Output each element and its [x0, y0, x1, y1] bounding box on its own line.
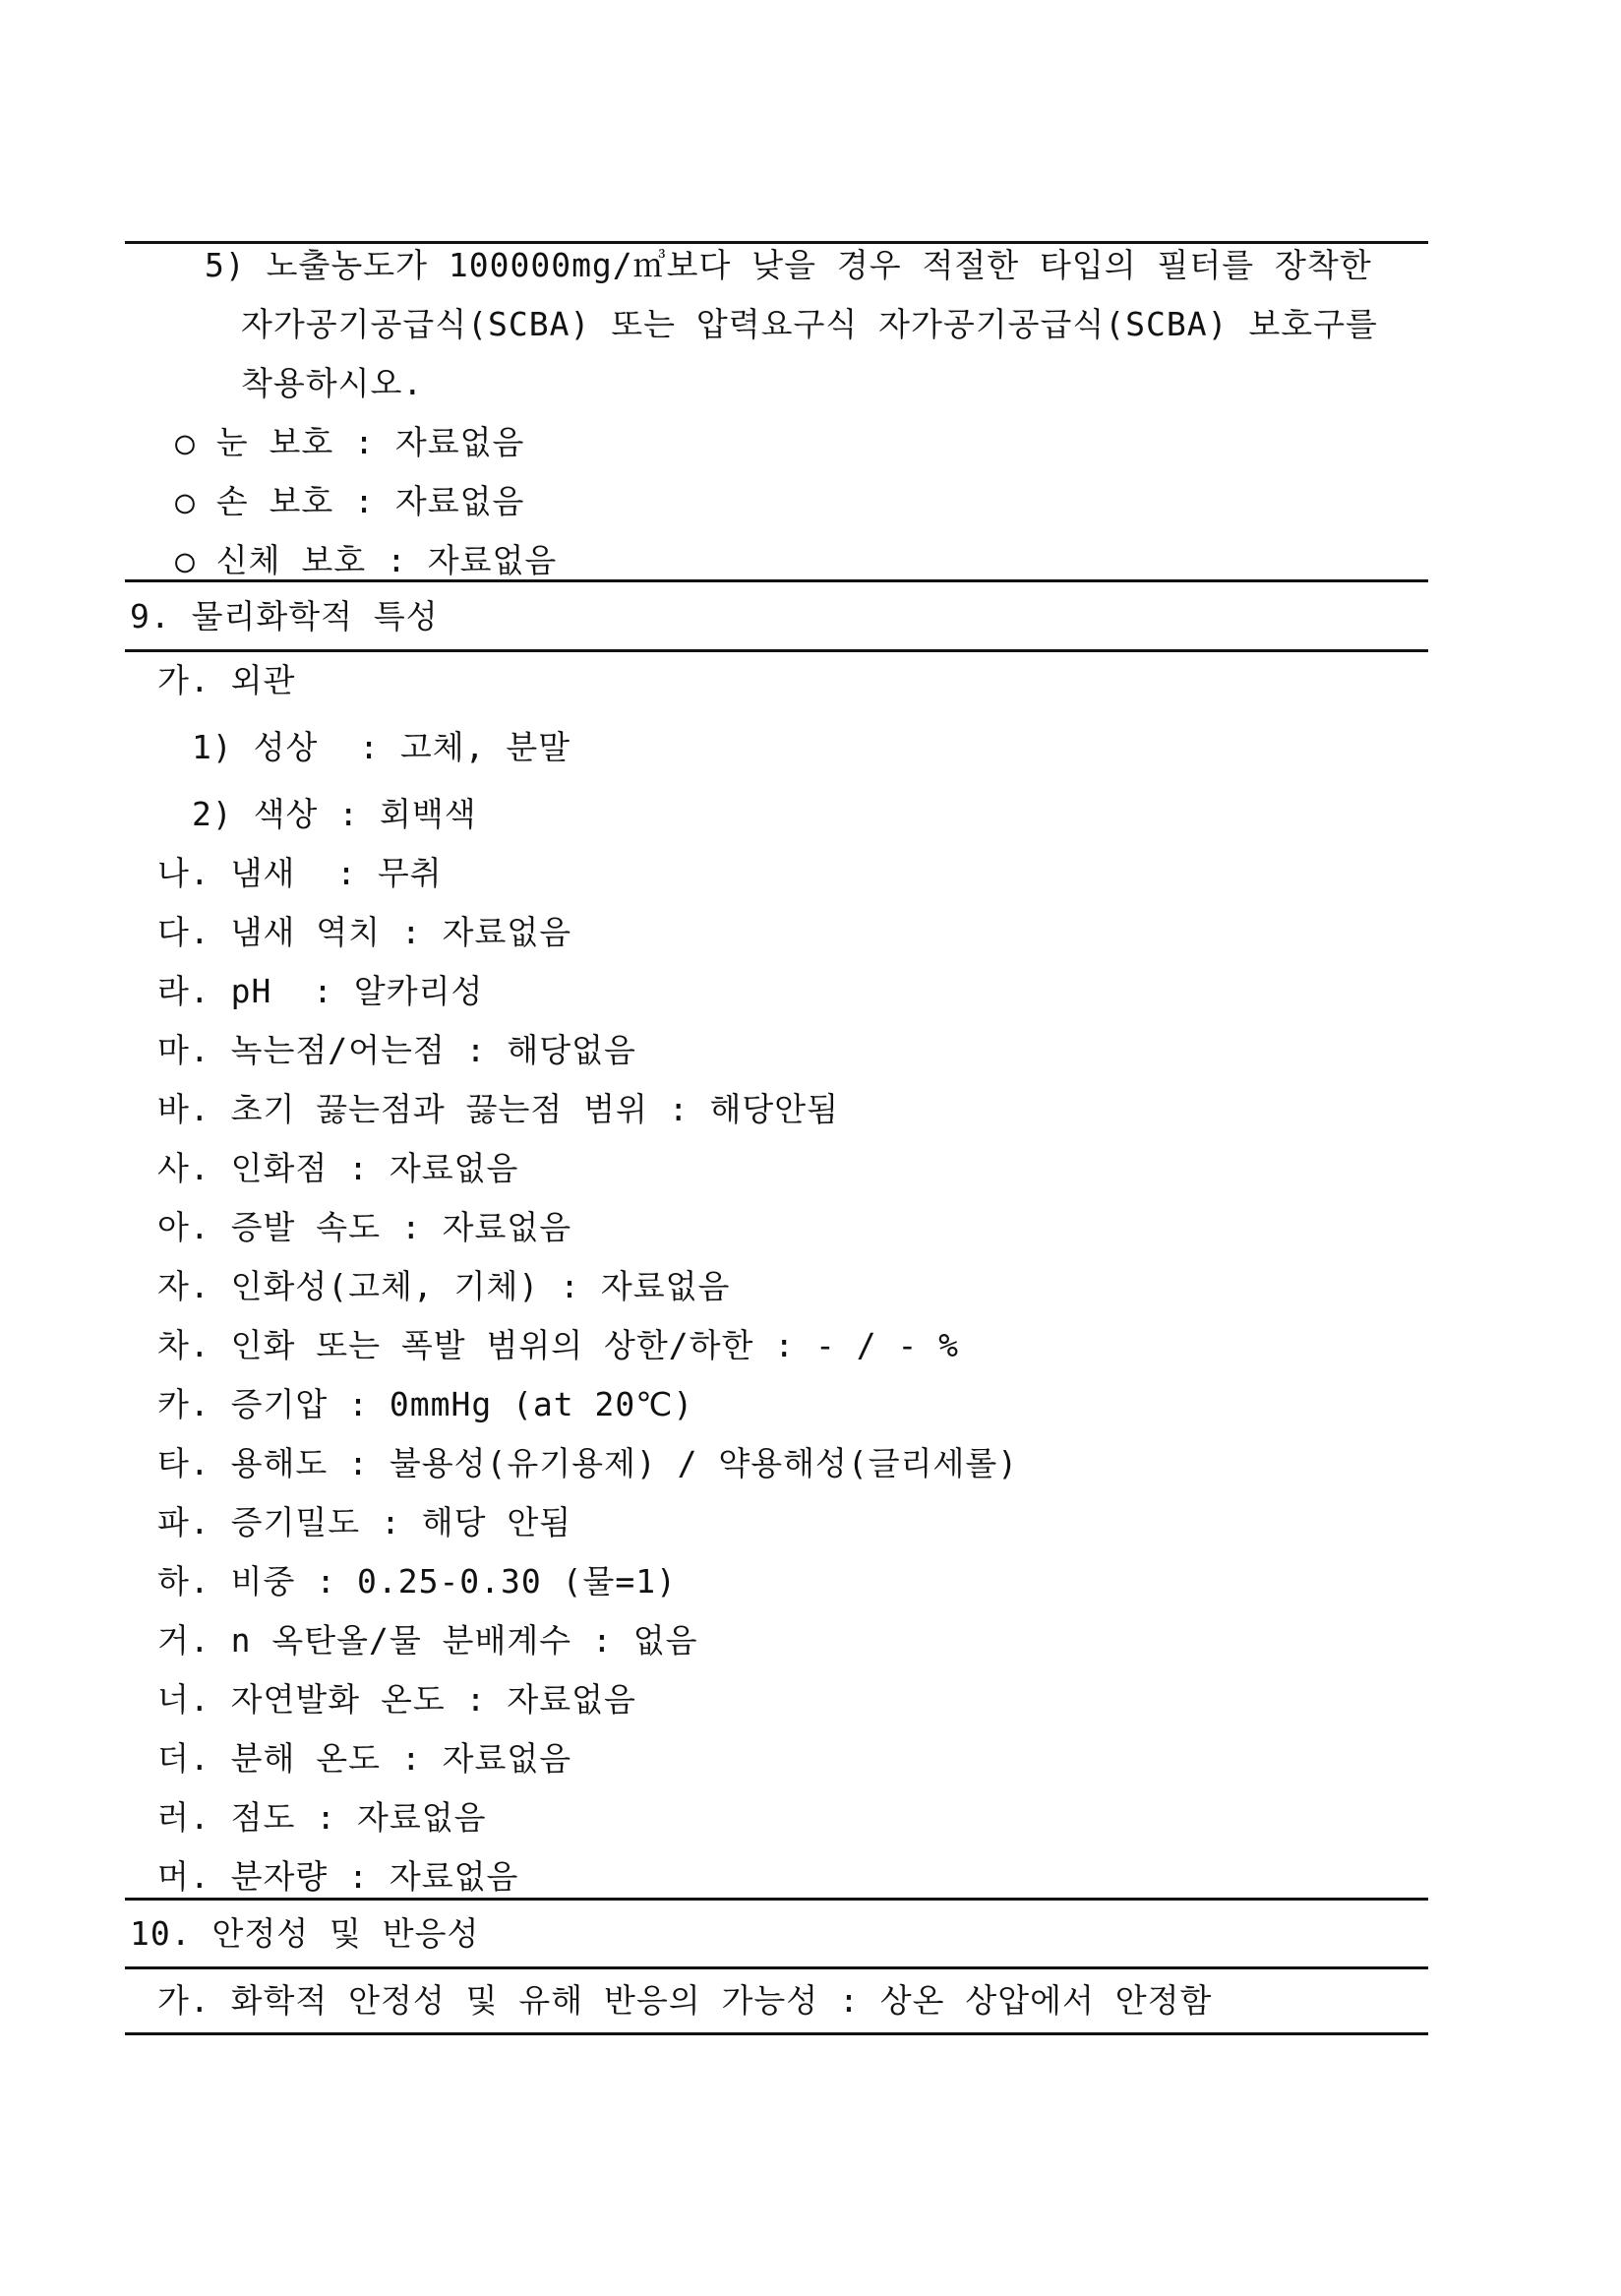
property-item: 바. 초기 끓는점과 끓는점 범위 : 해당안됨: [157, 1090, 839, 1128]
property-item: 사. 인화점 : 자료없음: [157, 1149, 519, 1187]
eye-protection: ○ 눈 보호 : 자료없음: [175, 423, 525, 461]
property-item: 자. 인화성(고체, 기체) : 자료없음: [157, 1267, 731, 1305]
property-item: 2) 색상 : 회백색: [192, 795, 477, 833]
respiratory-item-5-end: 착용하시오.: [241, 364, 424, 402]
property-item: 아. 증발 속도 : 자료없음: [157, 1208, 572, 1246]
property-item: 하. 비중 : 0.25-0.30 (물=1): [157, 1562, 677, 1601]
property-item: 1) 성상 : 고체, 분말: [192, 728, 571, 766]
section-rule: [125, 1966, 1428, 1969]
respiratory-item-5: 5) 노출농도가 100000mg/㎥보다 낮을 경우 적절한 타입의 필터를 장착한: [205, 246, 1372, 284]
property-item: 카. 증기압 : 0mmHg (at 20℃): [157, 1385, 694, 1423]
property-item: 타. 용해도 : 불용성(유기용제) / 약용해성(글리세롤): [157, 1444, 1019, 1482]
property-item: 너. 자연발화 온도 : 자료없음: [157, 1680, 636, 1719]
property-item: 파. 증기밀도 : 해당 안됨: [157, 1503, 572, 1541]
property-item: 나. 냄새 : 무취: [157, 854, 443, 892]
section-9-title: 9. 물리화학적 특성: [130, 597, 439, 635]
section-rule: [125, 579, 1428, 582]
property-item: 다. 냄새 역치 : 자료없음: [157, 913, 572, 951]
section-rule: [125, 649, 1428, 652]
property-item: 라. pH : 알카리성: [157, 972, 484, 1010]
property-item: 더. 분해 온도 : 자료없음: [157, 1739, 572, 1778]
property-item: 러. 점도 : 자료없음: [157, 1798, 487, 1837]
property-item: 차. 인화 또는 폭발 범위의 상한/하한 : - / - %: [157, 1326, 960, 1364]
property-item: 마. 녹는점/어는점 : 해당없음: [157, 1031, 636, 1069]
property-item: 거. n 옥탄올/물 분배계수 : 없음: [157, 1621, 698, 1660]
stability-item: 가. 화학적 안정성 및 유해 반응의 가능성 : 상온 상압에서 안정함: [157, 1981, 1213, 2020]
respiratory-item-5-cont: 자가공기공급식(SCBA) 또는 압력요구식 자가공기공급식(SCBA) 보호구를: [241, 305, 1378, 343]
property-item: 가. 외관: [157, 661, 296, 699]
body-protection: ○ 신체 보호 : 자료없음: [175, 541, 558, 579]
hand-protection: ○ 손 보호 : 자료없음: [175, 482, 525, 520]
section-rule: [125, 2032, 1428, 2035]
section-10-title: 10. 안정성 및 반응성: [130, 1914, 480, 1953]
property-item: 머. 분자량 : 자료없음: [157, 1857, 519, 1896]
section-rule: [125, 1898, 1428, 1901]
